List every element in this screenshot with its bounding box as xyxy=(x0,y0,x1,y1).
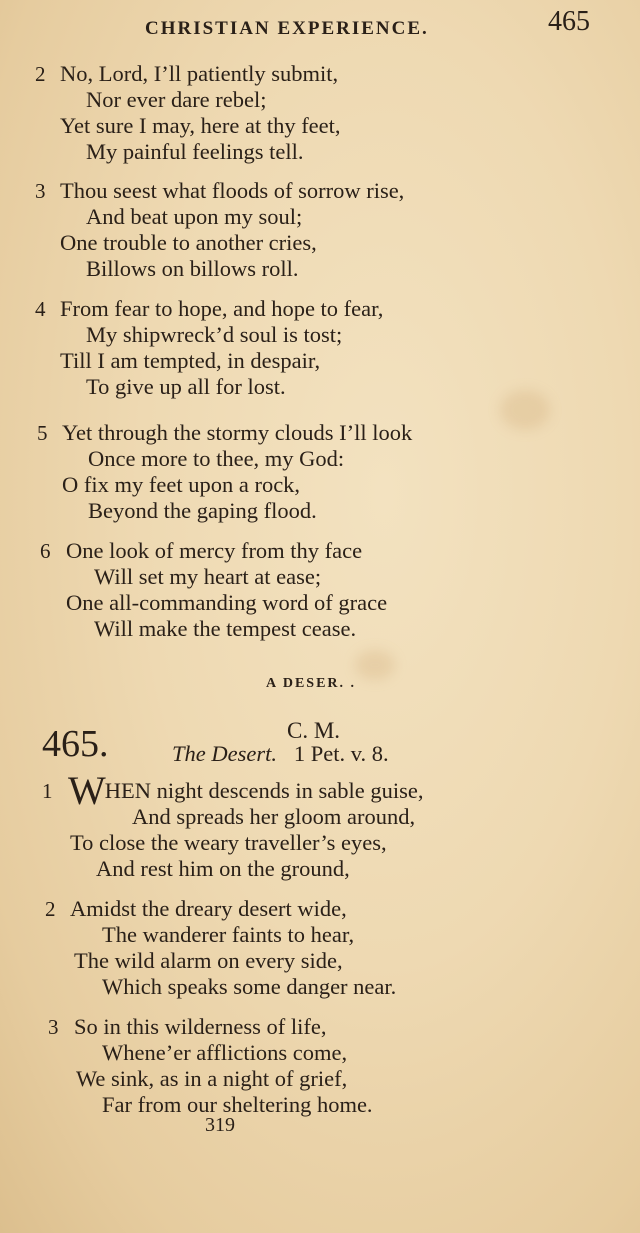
scripture-reference: 1 Pet. v. 8. xyxy=(293,741,389,766)
hymn-number: 465. xyxy=(42,723,109,765)
verse-line: Billows on billows roll. xyxy=(86,256,299,281)
stanza-number: 3 xyxy=(48,1015,59,1039)
verse-line: And beat upon my soul; xyxy=(86,204,303,229)
running-header: CHRISTIAN EXPERIENCE. xyxy=(145,18,429,39)
verse-line: One trouble to another cries, xyxy=(60,230,317,255)
signature-mark: 319 xyxy=(205,1114,235,1136)
stanza-number: 4 xyxy=(35,297,46,321)
verse-line: My painful feelings tell. xyxy=(86,139,304,164)
page-number: 465 xyxy=(548,6,590,37)
verse-line: Whene’er afflictions come, xyxy=(102,1040,348,1065)
verse-line: Which speaks some danger near. xyxy=(102,974,397,999)
verse-line: Will set my heart at ease; xyxy=(94,564,322,589)
verse-line: To close the weary traveller’s eyes, xyxy=(70,830,387,855)
verse-line: Will make the tempest cease. xyxy=(94,616,357,641)
verse-line: We sink, as in a night of grief, xyxy=(76,1066,348,1091)
verse-line: Till I am tempted, in despair, xyxy=(60,348,321,373)
verse-line: Yet through the stormy clouds I’ll look xyxy=(62,420,413,445)
hymn-subtitle xyxy=(172,741,389,767)
hymn-meter: C. M. xyxy=(287,718,341,743)
stanza-number: 3 xyxy=(35,179,46,203)
verse-line: So in this wilderness of life, xyxy=(74,1014,327,1039)
verse-line: The wanderer faints to hear, xyxy=(102,922,355,947)
verse-line-rest: HEN night descends in sable guise, xyxy=(104,778,424,803)
stanza-number: 6 xyxy=(40,539,51,563)
stanza-number: 2 xyxy=(45,897,56,921)
verse-line: And spreads her gloom around, xyxy=(132,804,416,829)
verse-line: Yet sure I may, here at thy feet, xyxy=(60,113,341,138)
drop-cap: W xyxy=(68,768,105,813)
verse-line-first xyxy=(68,768,424,813)
paper-stain xyxy=(355,650,395,680)
verse-line: Nor ever dare rebel; xyxy=(86,87,267,112)
stanza-number: 2 xyxy=(35,62,46,86)
verse-line: O fix my feet upon a rock, xyxy=(62,472,301,497)
verse-line: Amidst the dreary desert wide, xyxy=(70,896,347,921)
verse-line: One look of mercy from thy face xyxy=(66,538,363,563)
verse-line: Once more to thee, my God: xyxy=(88,446,345,471)
paper-stain xyxy=(500,390,550,430)
stanza-number: 1 xyxy=(42,779,53,803)
section-title: A DESER. . xyxy=(266,676,357,691)
hymn-title: The Desert. xyxy=(172,741,277,766)
verse-line: To give up all for lost. xyxy=(86,374,286,399)
verse-line: From fear to hope, and hope to fear, xyxy=(60,296,384,321)
stanza-number: 5 xyxy=(37,421,48,445)
verse-line: And rest him on the ground, xyxy=(96,856,350,881)
verse-line: No, Lord, I’ll patiently submit, xyxy=(60,61,339,86)
verse-line: One all-commanding word of grace xyxy=(66,590,388,615)
verse-line: My shipwreck’d soul is tost; xyxy=(86,322,343,347)
verse-line: The wild alarm on every side, xyxy=(74,948,343,973)
verse-line: Thou seest what floods of sorrow rise, xyxy=(60,178,405,203)
verse-line: Far from our sheltering home. xyxy=(102,1092,373,1117)
verse-line: Beyond the gaping flood. xyxy=(88,498,317,523)
